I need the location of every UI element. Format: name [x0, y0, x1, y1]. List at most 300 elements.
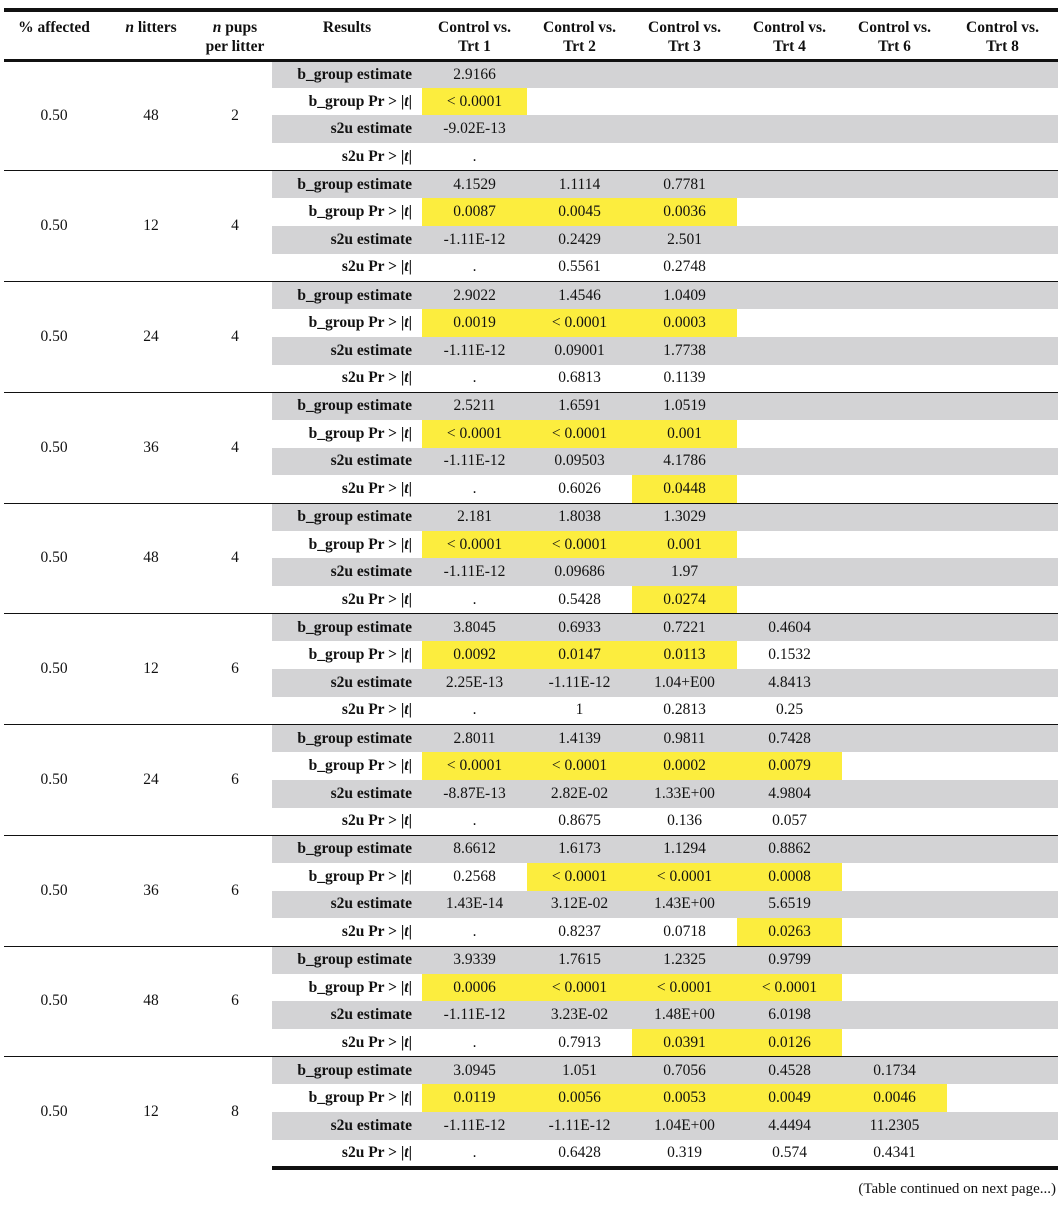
empty-cell	[947, 669, 1058, 697]
value-cell: 0.4528	[737, 1057, 842, 1085]
empty-cell	[527, 88, 632, 116]
result-label: s2u estimate	[272, 891, 422, 919]
value-cell: .	[472, 147, 477, 165]
value-cell: 4.1529	[422, 171, 527, 199]
table-row	[4, 392, 1058, 420]
result-label: b_group estimate	[272, 60, 422, 88]
empty-cell	[737, 254, 842, 282]
empty-cell	[842, 365, 947, 393]
value-cell: 0.7221	[632, 614, 737, 642]
group-pups: 4	[198, 392, 272, 503]
empty-cell	[947, 891, 1058, 919]
value-cell: 1.8038	[527, 503, 632, 531]
header-trt-4: Control vs. Trt 4	[737, 10, 842, 60]
value-cell: 0.6813	[558, 369, 601, 387]
value-cell: 1.6173	[527, 835, 632, 863]
value-cell: .	[472, 590, 477, 608]
value-cell: < 0.0001	[527, 752, 632, 780]
empty-cell	[947, 392, 1058, 420]
empty-cell	[947, 1084, 1058, 1112]
result-label: s2u Pr > |t|	[341, 701, 412, 719]
group-pups: 6	[198, 725, 272, 836]
empty-cell	[842, 282, 947, 310]
value-cell: 0.0019	[422, 309, 527, 337]
result-label: b_group Pr > |t|	[308, 646, 412, 664]
table-row	[4, 282, 1058, 310]
result-label: s2u Pr > |t|	[341, 369, 412, 387]
value-cell: 1.97	[632, 558, 737, 586]
empty-cell	[947, 558, 1058, 586]
empty-cell	[632, 60, 737, 88]
empty-cell	[842, 88, 947, 116]
table-row	[4, 1057, 1058, 1085]
empty-cell	[527, 60, 632, 88]
value-cell: 3.8045	[422, 614, 527, 642]
group-pups: 4	[198, 171, 272, 282]
empty-cell	[737, 558, 842, 586]
empty-cell	[842, 475, 947, 503]
group-litters: 48	[104, 503, 198, 614]
value-cell: 0.0274	[632, 586, 737, 614]
group-pups: 6	[198, 835, 272, 946]
value-cell: 1.04E+00	[632, 1112, 737, 1140]
value-cell: 0.136	[667, 812, 702, 830]
empty-cell	[947, 60, 1058, 88]
value-cell: 0.2748	[663, 258, 706, 276]
empty-cell	[842, 558, 947, 586]
value-cell: 4.1786	[632, 448, 737, 476]
value-cell: 0.0448	[632, 475, 737, 503]
value-cell: < 0.0001	[422, 420, 527, 448]
empty-cell	[737, 226, 842, 254]
value-cell: 4.4494	[737, 1112, 842, 1140]
result-label: b_group estimate	[272, 835, 422, 863]
value-cell: 2.8011	[422, 725, 527, 753]
empty-cell	[842, 254, 947, 282]
empty-cell	[842, 586, 947, 614]
value-cell: 1.1294	[632, 835, 737, 863]
value-cell: 0.0045	[527, 198, 632, 226]
value-cell: < 0.0001	[527, 531, 632, 559]
value-cell: 3.0945	[422, 1057, 527, 1085]
result-label: b_group Pr > |t|	[308, 867, 412, 885]
result-label: b_group Pr > |t|	[308, 203, 412, 221]
value-cell: 0.2813	[663, 701, 706, 719]
empty-cell	[737, 115, 842, 143]
empty-cell	[737, 309, 842, 337]
empty-cell	[737, 60, 842, 88]
group-pups: 6	[198, 946, 272, 1057]
result-label: b_group Pr > |t|	[308, 535, 412, 553]
value-cell: 0.1734	[842, 1057, 947, 1085]
group-litters: 48	[104, 946, 198, 1057]
empty-cell	[842, 641, 947, 669]
empty-cell	[842, 420, 947, 448]
empty-cell	[947, 254, 1058, 282]
value-cell: 0.0113	[632, 641, 737, 669]
value-cell: -1.11E-12	[422, 558, 527, 586]
value-cell: 0.09503	[527, 448, 632, 476]
value-cell: -8.87E-13	[422, 780, 527, 808]
empty-cell	[842, 697, 947, 725]
value-cell: 0.0056	[527, 1084, 632, 1112]
group-affected: 0.50	[4, 392, 104, 503]
value-cell: .	[472, 479, 477, 497]
value-cell: .	[472, 812, 477, 830]
value-cell: 0.0003	[632, 309, 737, 337]
group-affected: 0.50	[40, 106, 68, 124]
empty-cell	[947, 448, 1058, 476]
empty-cell	[947, 863, 1058, 891]
value-cell: 0.7781	[632, 171, 737, 199]
value-cell: 0.7056	[632, 1057, 737, 1085]
group-affected: 0.50	[4, 946, 104, 1057]
results-table-container	[4, 8, 1058, 1170]
empty-cell	[842, 752, 947, 780]
header-row	[4, 10, 1058, 60]
value-cell: 2.181	[422, 503, 527, 531]
value-cell: 0.7428	[737, 725, 842, 753]
value-cell: 0.0006	[422, 974, 527, 1002]
value-cell: 4.8413	[737, 669, 842, 697]
empty-cell	[947, 503, 1058, 531]
value-cell: 0.5428	[558, 590, 601, 608]
value-cell: 1.04+E00	[632, 669, 737, 697]
empty-cell	[842, 614, 947, 642]
empty-cell	[842, 946, 947, 974]
value-cell: -1.11E-12	[527, 1112, 632, 1140]
empty-cell	[632, 115, 737, 143]
empty-cell	[842, 780, 947, 808]
empty-cell	[947, 752, 1058, 780]
empty-cell	[737, 143, 842, 171]
value-cell: 0.8237	[558, 922, 601, 940]
group-affected: 0.50	[4, 282, 104, 393]
empty-cell	[842, 669, 947, 697]
value-cell: < 0.0001	[737, 974, 842, 1002]
result-label: s2u estimate	[272, 780, 422, 808]
table-row	[4, 946, 1058, 974]
empty-cell	[737, 365, 842, 393]
result-label: s2u estimate	[272, 1112, 422, 1140]
empty-cell	[842, 448, 947, 476]
result-label: s2u Pr > |t|	[341, 258, 412, 276]
value-cell: 1.0409	[632, 282, 737, 310]
value-cell: 2.25E-13	[422, 669, 527, 697]
value-cell: < 0.0001	[527, 974, 632, 1002]
header-trt-6: Control vs. Trt 6	[842, 10, 947, 60]
group-pups: 6	[198, 614, 272, 725]
results-table-body	[4, 60, 1058, 1168]
value-cell: 0.0092	[422, 641, 527, 669]
value-cell: < 0.0001	[422, 531, 527, 559]
empty-cell	[947, 586, 1058, 614]
value-cell: 0.5561	[558, 258, 601, 276]
table-row	[4, 725, 1058, 753]
value-cell: 3.23E-02	[527, 1001, 632, 1029]
value-cell: 0.7913	[558, 1033, 601, 1051]
empty-cell	[737, 337, 842, 365]
empty-cell	[842, 171, 947, 199]
results-table	[4, 8, 1058, 1170]
value-cell: 0.0119	[422, 1084, 527, 1112]
value-cell: 0.6428	[527, 1140, 632, 1168]
value-cell: < 0.0001	[632, 974, 737, 1002]
result-label: s2u estimate	[272, 669, 422, 697]
result-label: s2u estimate	[272, 1001, 422, 1029]
result-label: s2u Pr > |t|	[341, 812, 412, 830]
header-affected: % affected	[4, 10, 104, 60]
value-cell: 3.9339	[422, 946, 527, 974]
value-cell: 1	[575, 701, 584, 719]
group-litters: 36	[104, 392, 198, 503]
value-cell: 1.43E-14	[422, 891, 527, 919]
value-cell: -1.11E-12	[422, 226, 527, 254]
value-cell: -1.11E-12	[422, 1001, 527, 1029]
empty-cell	[947, 226, 1058, 254]
group-affected: 0.50	[4, 835, 104, 946]
value-cell: 0.6933	[527, 614, 632, 642]
value-cell: 1.0519	[632, 392, 737, 420]
empty-cell	[632, 88, 737, 116]
value-cell: 1.051	[527, 1057, 632, 1085]
result-label: b_group Pr > |t|	[308, 314, 412, 332]
empty-cell	[842, 1029, 947, 1057]
value-cell: 1.1114	[527, 171, 632, 199]
value-cell: < 0.0001	[527, 863, 632, 891]
value-cell: .	[472, 922, 477, 940]
empty-cell	[737, 531, 842, 559]
empty-cell	[737, 198, 842, 226]
value-cell: < 0.0001	[527, 420, 632, 448]
value-cell: 5.6519	[737, 891, 842, 919]
empty-cell	[842, 309, 947, 337]
empty-cell	[842, 337, 947, 365]
value-cell: 8.6612	[422, 835, 527, 863]
value-cell: 2.5211	[422, 392, 527, 420]
empty-cell	[842, 918, 947, 946]
value-cell: 0.0002	[632, 752, 737, 780]
empty-cell	[947, 614, 1058, 642]
header-trt-3: Control vs. Trt 3	[632, 10, 737, 60]
empty-cell	[842, 115, 947, 143]
value-cell: 0.0053	[632, 1084, 737, 1112]
value-cell: 0.001	[632, 531, 737, 559]
empty-cell	[842, 1001, 947, 1029]
empty-cell	[947, 171, 1058, 199]
value-cell: 1.4546	[527, 282, 632, 310]
value-cell: 0.1532	[768, 646, 811, 664]
empty-cell	[737, 171, 842, 199]
value-cell: -1.11E-12	[422, 337, 527, 365]
empty-cell	[947, 918, 1058, 946]
header-pups: n pups per litter	[198, 10, 272, 60]
value-cell: 0.09001	[527, 337, 632, 365]
empty-cell	[632, 143, 737, 171]
empty-cell	[947, 475, 1058, 503]
value-cell: -1.11E-12	[422, 1112, 527, 1140]
result-label: b_group estimate	[272, 1057, 422, 1085]
value-cell: 0.057	[772, 812, 807, 830]
empty-cell	[842, 974, 947, 1002]
empty-cell	[947, 88, 1058, 116]
result-label: s2u estimate	[272, 226, 422, 254]
value-cell: < 0.0001	[527, 309, 632, 337]
result-label: b_group estimate	[272, 282, 422, 310]
value-cell: 4.9804	[737, 780, 842, 808]
value-cell: 0.0008	[737, 863, 842, 891]
value-cell: -9.02E-13	[422, 115, 527, 143]
value-cell: 0.001	[632, 420, 737, 448]
result-label: b_group estimate	[272, 946, 422, 974]
value-cell: < 0.0001	[632, 863, 737, 891]
result-label: b_group estimate	[272, 171, 422, 199]
empty-cell	[737, 420, 842, 448]
empty-cell	[947, 420, 1058, 448]
group-pups: 2	[231, 106, 239, 124]
group-litters: 12	[104, 171, 198, 282]
empty-cell	[947, 1112, 1058, 1140]
empty-cell	[947, 974, 1058, 1002]
group-pups: 4	[198, 503, 272, 614]
empty-cell	[842, 198, 947, 226]
value-cell: 0.574	[737, 1140, 842, 1168]
empty-cell	[842, 503, 947, 531]
result-label: b_group Pr > |t|	[308, 757, 412, 775]
empty-cell	[737, 586, 842, 614]
value-cell: 3.12E-02	[527, 891, 632, 919]
value-cell: 0.0263	[737, 918, 842, 946]
group-affected: 0.50	[4, 1057, 104, 1168]
value-cell: 0.0046	[842, 1084, 947, 1112]
value-cell: 0.9799	[737, 946, 842, 974]
empty-cell	[842, 531, 947, 559]
empty-cell	[947, 1029, 1058, 1057]
result-label: s2u estimate	[272, 115, 422, 143]
empty-cell	[947, 115, 1058, 143]
empty-cell	[842, 60, 947, 88]
value-cell: 0.1139	[663, 369, 706, 387]
value-cell: 1.2325	[632, 946, 737, 974]
result-label: s2u estimate	[272, 558, 422, 586]
empty-cell	[947, 835, 1058, 863]
group-litters: 24	[104, 282, 198, 393]
header-trt-2: Control vs. Trt 2	[527, 10, 632, 60]
empty-cell	[842, 863, 947, 891]
empty-cell	[842, 143, 947, 171]
header-results: Results	[272, 10, 422, 60]
empty-cell	[842, 725, 947, 753]
result-label: b_group Pr > |t|	[308, 978, 412, 996]
result-label: s2u Pr > |t|	[341, 590, 412, 608]
value-cell: 1.6591	[527, 392, 632, 420]
empty-cell	[947, 309, 1058, 337]
value-cell: 0.25	[775, 701, 804, 719]
table-row	[4, 835, 1058, 863]
empty-cell	[527, 115, 632, 143]
group-affected: 0.50	[4, 171, 104, 282]
header-litters: n litters	[104, 10, 198, 60]
header-trt-8: Control vs. Trt 8	[947, 10, 1058, 60]
result-label: b_group estimate	[272, 725, 422, 753]
empty-cell	[842, 891, 947, 919]
group-litters: 48	[143, 106, 159, 124]
value-cell: 2.9166	[422, 60, 527, 88]
empty-cell	[737, 475, 842, 503]
result-label: b_group estimate	[272, 614, 422, 642]
value-cell: .	[472, 369, 477, 387]
group-pups: 8	[198, 1057, 272, 1168]
value-cell: .	[422, 1140, 527, 1168]
result-label: s2u Pr > |t|	[341, 922, 412, 940]
value-cell: < 0.0001	[422, 752, 527, 780]
empty-cell	[842, 392, 947, 420]
value-cell: 1.43E+00	[632, 891, 737, 919]
group-affected: 0.50	[4, 503, 104, 614]
value-cell: 2.82E-02	[527, 780, 632, 808]
empty-cell	[947, 282, 1058, 310]
empty-cell	[947, 641, 1058, 669]
value-cell: .	[472, 258, 477, 276]
value-cell: -1.11E-12	[527, 669, 632, 697]
empty-cell	[737, 392, 842, 420]
value-cell: 0.0079	[737, 752, 842, 780]
value-cell: 0.9811	[632, 725, 737, 753]
value-cell: 0.2568	[453, 867, 496, 885]
value-cell: 6.0198	[737, 1001, 842, 1029]
empty-cell	[947, 1001, 1058, 1029]
continued-note: (Table continued on next page...)	[858, 1181, 1056, 1197]
result-label: s2u Pr > |t|	[341, 1033, 412, 1051]
value-cell: 1.33E+00	[632, 780, 737, 808]
group-affected: 0.50	[4, 725, 104, 836]
empty-cell	[737, 448, 842, 476]
empty-cell	[737, 503, 842, 531]
value-cell: 0.0087	[422, 198, 527, 226]
value-cell: 1.4139	[527, 725, 632, 753]
value-cell: 0.8862	[737, 835, 842, 863]
empty-cell	[947, 808, 1058, 836]
result-label: b_group estimate	[272, 503, 422, 531]
result-label: s2u estimate	[272, 448, 422, 476]
empty-cell	[947, 143, 1058, 171]
value-cell: 1.48E+00	[632, 1001, 737, 1029]
table-row	[4, 60, 1058, 88]
empty-cell	[947, 946, 1058, 974]
value-cell: 1.3029	[632, 503, 737, 531]
value-cell: 1.7615	[527, 946, 632, 974]
value-cell: 0.0036	[632, 198, 737, 226]
result-label: b_group Pr > |t|	[308, 1089, 412, 1107]
empty-cell	[947, 1140, 1058, 1168]
value-cell: 0.09686	[527, 558, 632, 586]
empty-cell	[947, 780, 1058, 808]
value-cell: 2.501	[632, 226, 737, 254]
table-row	[4, 614, 1058, 642]
group-litters: 12	[104, 614, 198, 725]
empty-cell	[527, 143, 632, 171]
empty-cell	[947, 725, 1058, 753]
value-cell: .	[472, 1033, 477, 1051]
header-trt-1: Control vs. Trt 1	[422, 10, 527, 60]
value-cell: 0.4341	[842, 1140, 947, 1168]
group-affected: 0.50	[4, 614, 104, 725]
empty-cell	[737, 88, 842, 116]
result-label: b_group estimate	[272, 392, 422, 420]
result-label: b_group Pr > |t|	[308, 424, 412, 442]
value-cell: 0.0391	[632, 1029, 737, 1057]
value-cell: 0.6026	[558, 479, 601, 497]
